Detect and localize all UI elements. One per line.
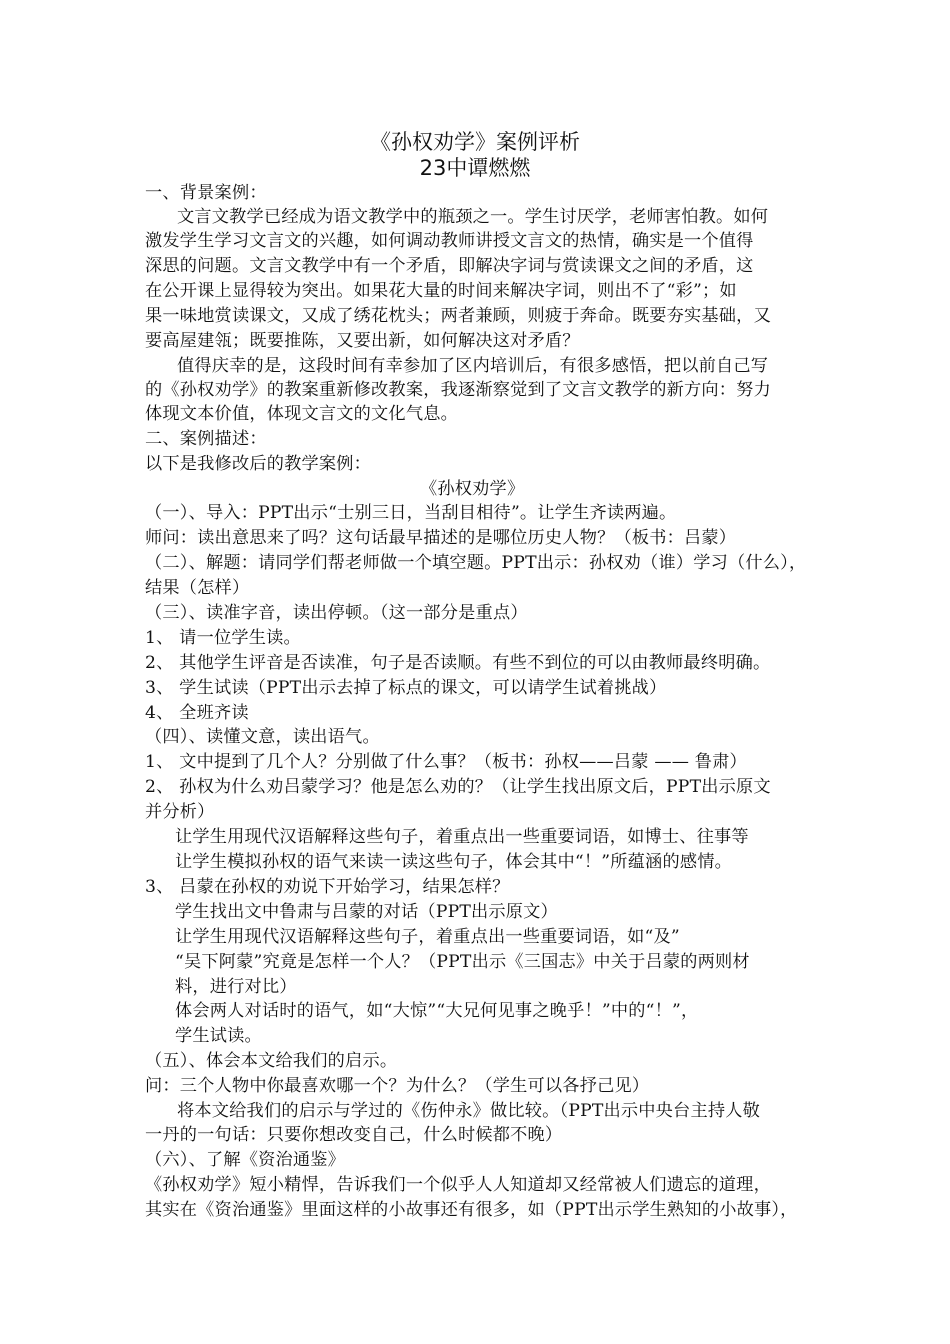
text-line: 1、 文中提到了几个人？分别做了什么事？（板书：孙权——吕蒙 —— 鲁肃） [145,752,747,772]
text-line: 4、 全班齐读 [145,703,249,723]
text-line: 一丹的一句话：只要你想改变自己，什么时候都不晚） [145,1125,563,1145]
text-line: 的《孙权劝学》的教案重新修改教案，我逐渐察觉到了文言文教学的新方向：努力 [145,380,771,400]
section-heading: 一、背景案例： [145,183,267,203]
text-line: 《孙权劝学》短小精悍，告诉我们一个似乎人人知道却又经常被人们遗忘的道理， [145,1175,771,1195]
case-title: 《孙权劝学》 [420,479,525,499]
step-heading: （一）、导入：PPT出示“士别三日，当刮目相待”。让学生齐读两遍。 [145,503,677,523]
text-line: 3、 吕蒙在孙权的劝说下开始学习，结果怎样？ [145,877,510,897]
text-line: 师问：读出意思来了吗？这句话最早描述的是哪位历史人物？（板书：吕蒙） [145,528,737,548]
text-line: 并分析） [145,802,215,822]
text-line: 2、 其他学生评音是否读准，句子是否读顺。有些不到位的可以由教师最终明确。 [145,653,771,673]
document-title: 《孙权劝学》案例评析 [370,130,580,154]
text-line: 3、 学生试读（PPT出示去掉了标点的课文，可以请学生试着挑战） [145,678,667,698]
step-heading: （五）、体会本文给我们的启示。 [145,1051,398,1071]
text-line: 深思的问题。文言文教学中有一个矛盾，即解决字词与赏读课文之间的矛盾，这 [145,256,754,276]
text-line: 料，进行对比） [175,977,297,997]
text-line: 让学生用现代汉语解释这些句子，着重点出一些重要词语，如“及” [175,927,680,947]
text-line: 在公开课上显得较为突出。如果花大量的时间来解决字词，则出不了“彩”；如 [145,281,737,301]
text-line: 果一味地赏读课文，又成了绣花枕头；两者兼顾，则疲于奔命。既要夯实基础，又 [145,306,771,326]
text-line: 体现文本价值，体现文言文的文化气息。 [145,404,458,424]
text-line: 结果（怎样） [145,578,250,598]
document-author: 23中谭燃燃 [419,156,531,180]
text-line: 以下是我修改后的教学案例： [145,454,372,474]
text-line: “吴下阿蒙”究竟是怎样一个人？（PPT出示《三国志》中关于吕蒙的两则材 [175,952,750,972]
step-heading: （二）、解题：请同学们帮老师做一个填空题。PPT出示：孙权劝（谁）学习（什么）， [145,553,807,573]
text-line: 学生试读。 [175,1026,262,1046]
text-line: 1、 请一位学生读。 [145,628,301,648]
section-heading: 二、案例描述： [145,429,267,449]
text-line: 其实在《资治通鉴》里面这样的小故事还有很多，如（PPT出示学生熟知的小故事）， [145,1200,798,1220]
text-line: 值得庆幸的是，这段时间有幸参加了区内培训后，有很多感悟，把以前自己写 [177,356,769,376]
step-heading: （四）、读懂文意，读出语气。 [145,727,380,747]
text-line: 将本文给我们的启示与学过的《伤仲永》做比较。（PPT出示中央台主持人敬 [177,1101,760,1121]
step-heading: （三）、读准字音，读出停顿。（这一部分是重点） [145,603,528,623]
text-line: 问：三个人物中你最喜欢哪一个？为什么？（学生可以各抒己见） [145,1076,650,1096]
text-line: 文言文教学已经成为语文教学中的瓶颈之一。学生讨厌学，老师害怕教。如何 [177,207,769,227]
text-line: 体会两人对话时的语气，如“大惊”“大兄何见事之晚乎！”中的“！”， [175,1001,699,1021]
text-line: 激发学生学习文言文的兴趣，如何调动教师讲授文言文的热情，确实是一个值得 [145,231,754,251]
text-line: 让学生模拟孙权的语气来读一读这些句子，体会其中“！”所蕴涵的感情。 [175,852,732,872]
step-heading: （六）、了解《资治通鉴》 [145,1150,346,1170]
text-line: 让学生用现代汉语解释这些句子，着重点出一些重要词语，如博士、往事等 [175,827,749,847]
text-line: 要高屋建瓴；既要推陈，又要出新，如何解决这对矛盾？ [145,331,580,351]
text-line: 学生找出文中鲁肃与吕蒙的对话（PPT出示原文） [175,902,558,922]
text-line: 2、 孙权为什么劝吕蒙学习？他是怎么劝的？（让学生找出原文后，PPT出示原文 [145,777,771,797]
